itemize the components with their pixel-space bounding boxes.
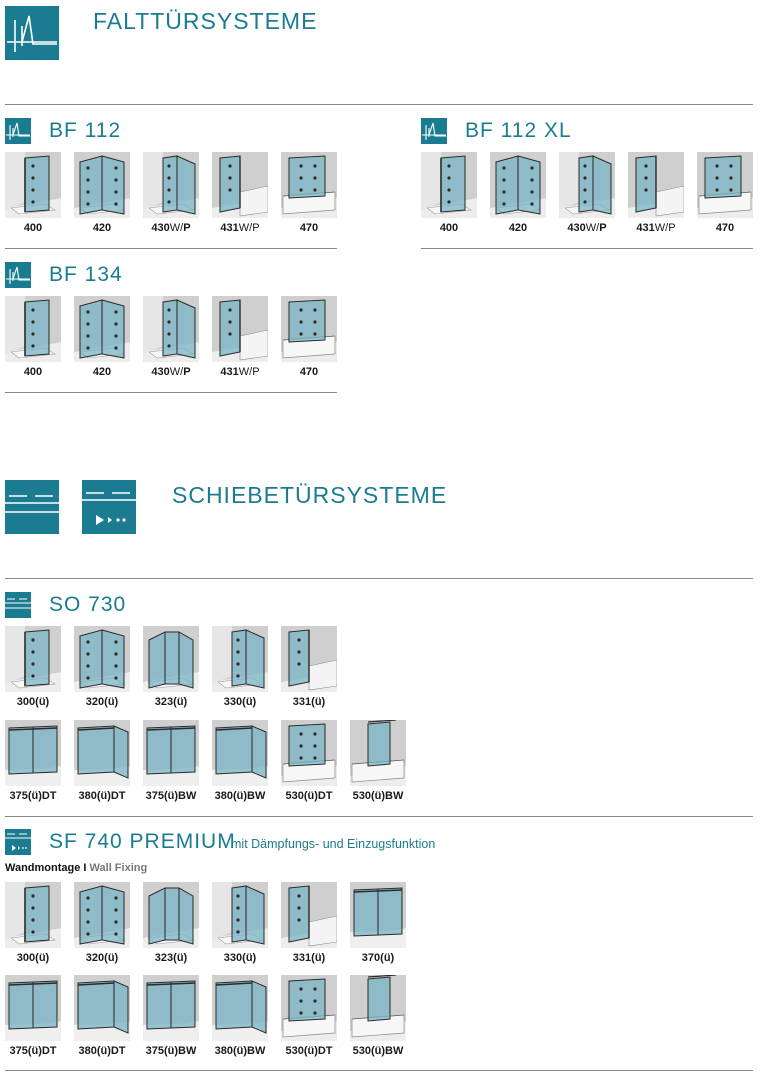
product-label: 331(ü) [292, 696, 326, 708]
product-label: 375(ü)DT [9, 790, 57, 802]
product-label: 530(ü)BW [352, 790, 404, 802]
product-thumbnail [143, 720, 199, 786]
product-thumbnail [559, 152, 615, 218]
fold-door-icon [5, 262, 31, 288]
product-thumbnail [74, 720, 130, 786]
product-label [143, 223, 199, 234]
product-number: 431 [636, 222, 655, 234]
mounting-label-de: Wandmontage I [5, 862, 87, 874]
series-title-bf112: BF 112 [49, 119, 122, 142]
series-title-bf134: BF 134 [49, 263, 123, 286]
series-title-so730: SO 730 [49, 593, 127, 616]
product-number: 470 [299, 366, 319, 378]
product-label: 375(ü)DT [9, 1045, 57, 1057]
product-variant-suffix: P [183, 366, 191, 378]
product-label [5, 223, 61, 234]
product-label [490, 223, 546, 234]
product-variant-suffix: P [252, 222, 260, 234]
product-thumbnail [212, 296, 268, 362]
product-thumbnail [281, 626, 337, 692]
product-variant-suffix: P [599, 222, 607, 234]
product-variant: W/ [238, 366, 253, 378]
product-label: 323(ü) [154, 952, 188, 964]
product-thumbnail [350, 720, 406, 786]
product-thumbnail [5, 626, 61, 692]
product-label: 375(ü)BW [145, 1045, 197, 1057]
product-number: 400 [439, 222, 459, 234]
series-title-bf112xl: BF 112 XL [465, 119, 572, 142]
product-thumbnail [5, 720, 61, 786]
product-thumbnail [212, 720, 268, 786]
product-variant: W/ [654, 222, 669, 234]
fold-door-icon [421, 118, 447, 144]
product-label: 323(ü) [154, 696, 188, 708]
divider [5, 104, 753, 105]
product-label [559, 223, 615, 234]
sliding-door-icon [5, 480, 59, 534]
divider [421, 248, 753, 249]
product-thumbnail [143, 296, 199, 362]
product-thumbnail [143, 975, 199, 1041]
product-thumbnail [74, 296, 130, 362]
product-label: 380(ü)BW [214, 1045, 266, 1057]
product-variant: W/ [238, 222, 253, 234]
product-label [74, 223, 130, 234]
product-thumbnail [212, 975, 268, 1041]
product-label: 530(ü)DT [285, 1045, 333, 1057]
product-thumbnail [5, 152, 61, 218]
product-label: 330(ü) [223, 952, 257, 964]
product-label [281, 367, 337, 378]
divider [5, 392, 337, 393]
product-label: 331(ü) [292, 952, 326, 964]
sliding-door-icon [5, 592, 31, 618]
product-thumbnail [281, 296, 337, 362]
fold-door-icon [5, 118, 31, 144]
mounting-label-en: Wall Fixing [89, 862, 148, 874]
product-label [628, 223, 684, 234]
product-thumbnail [281, 720, 337, 786]
product-label [143, 367, 199, 378]
soft-close-sliding-icon [5, 829, 31, 855]
product-thumbnail [74, 882, 130, 948]
product-thumbnail [350, 975, 406, 1041]
product-variant: W/ [169, 222, 184, 234]
product-thumbnail [281, 882, 337, 948]
product-number: 420 [508, 222, 528, 234]
product-label [697, 223, 753, 234]
section-title-falttuersysteme: FALTTÜRSYSTEME [93, 8, 318, 34]
product-label: 330(ü) [223, 696, 257, 708]
product-thumbnail [74, 626, 130, 692]
product-thumbnail [143, 626, 199, 692]
product-variant: W/ [169, 366, 184, 378]
product-thumbnail [5, 975, 61, 1041]
product-number: 400 [23, 222, 43, 234]
divider [5, 816, 753, 817]
product-variant-suffix: P [252, 366, 260, 378]
product-label: 370(ü) [361, 952, 395, 964]
product-number: 420 [92, 366, 112, 378]
product-thumbnail [5, 882, 61, 948]
product-label: 530(ü)BW [352, 1045, 404, 1057]
product-label: 380(ü)DT [78, 790, 126, 802]
product-label: 380(ü)DT [78, 1045, 126, 1057]
product-label [212, 223, 268, 234]
product-thumbnail [628, 152, 684, 218]
product-thumbnail [212, 152, 268, 218]
product-label: 530(ü)DT [285, 790, 333, 802]
product-number: 431 [220, 222, 239, 234]
product-thumbnail [74, 975, 130, 1041]
product-label [421, 223, 477, 234]
product-label [281, 223, 337, 234]
product-number: 470 [715, 222, 735, 234]
product-label: 320(ü) [85, 952, 119, 964]
product-thumbnail [143, 152, 199, 218]
section-title-schiebetuersysteme: SCHIEBETÜRSYSTEME [172, 482, 448, 508]
product-number: 470 [299, 222, 319, 234]
product-thumbnail [143, 882, 199, 948]
product-label: 300(ü) [16, 696, 50, 708]
fold-door-icon [5, 6, 59, 60]
product-thumbnail [281, 152, 337, 218]
product-thumbnail [490, 152, 546, 218]
product-thumbnail [281, 975, 337, 1041]
product-number: 400 [23, 366, 43, 378]
product-variant-suffix: P [183, 222, 191, 234]
product-number: 430 [151, 222, 170, 234]
product-thumbnail [74, 152, 130, 218]
divider [5, 578, 753, 579]
product-label [5, 367, 61, 378]
mounting-label [5, 863, 147, 874]
product-label: 375(ü)BW [145, 790, 197, 802]
product-number: 431 [220, 366, 239, 378]
series-title-sf740: SF 740 PREMIUM [49, 830, 236, 853]
series-subtitle-sf740: mit Dämpfungs- und Einzugsfunktion [231, 837, 436, 851]
product-thumbnail [5, 296, 61, 362]
product-thumbnail [212, 626, 268, 692]
product-variant: W/ [585, 222, 600, 234]
divider [5, 1070, 753, 1071]
product-label [212, 367, 268, 378]
product-label: 380(ü)BW [214, 790, 266, 802]
product-thumbnail [350, 882, 406, 948]
product-number: 420 [92, 222, 112, 234]
product-variant-suffix: P [668, 222, 676, 234]
product-number: 430 [151, 366, 170, 378]
product-thumbnail [421, 152, 477, 218]
divider [5, 248, 337, 249]
product-number: 430 [567, 222, 586, 234]
product-label [74, 367, 130, 378]
product-label: 300(ü) [16, 952, 50, 964]
product-label: 320(ü) [85, 696, 119, 708]
soft-close-sliding-icon [82, 480, 136, 534]
product-thumbnail [212, 882, 268, 948]
product-thumbnail [697, 152, 753, 218]
